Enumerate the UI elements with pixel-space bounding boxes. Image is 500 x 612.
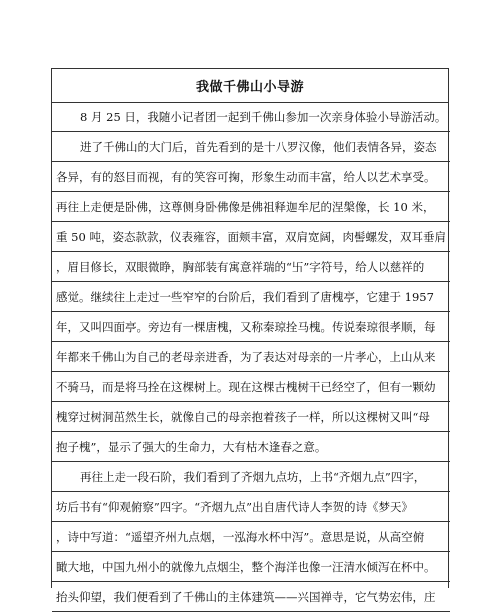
essay-line: 抱子槐”，显示了强大的生命力，大有枯木逢春之意。 bbox=[52, 432, 450, 462]
essay-line: 不骑马，而是将马拴在这棵树上。现在这棵古槐树干已经空了，但有一颗幼 bbox=[52, 372, 450, 402]
essay-line: ，眉目修长，双眼微睁，胸部装有寓意祥瑞的“卐”字符号，给人以慈祥的 bbox=[52, 252, 450, 282]
essay-line: 年，又叫四面亭。旁边有一棵唐槐，又称秦琼拴马槐。传说秦琼很孝顺，每 bbox=[52, 312, 450, 342]
essay-line: 年都来千佛山为自己的老母亲进香，为了表达对母亲的一片孝心，上山从来 bbox=[52, 342, 450, 372]
essay-line: ，诗中写道：“遥望齐州九点烟，一泓海水杯中泻”。意思是说，从高空俯 bbox=[52, 522, 450, 552]
essay-line: 各异，有的怒目而视，有的笑容可掬，形象生动而丰富，给人以艺术享受。 bbox=[52, 162, 450, 192]
essay-line: 抬头仰望，我们便看到了千佛山的主体建筑——兴国禅寺，它气势宏伟，庄 bbox=[52, 582, 450, 612]
essay-line: 重 50 吨，姿态款款，仪表雍容，面颊丰富，双肩宽阔，肉髻螺发，双耳垂肩 bbox=[52, 222, 450, 252]
essay-line: 再往上走一段石阶，我们看到了齐烟九点坊，上书“齐烟九点”四字， bbox=[52, 462, 450, 492]
essay-line: 进了千佛山的大门后，首先看到的是十八罗汉像，他们表情各异，姿态 bbox=[52, 132, 450, 162]
essay-line: 8 月 25 日，我随小记者团一起到千佛山参加一次亲身体验小导游活动。 bbox=[52, 102, 450, 132]
essay-grid bbox=[51, 68, 449, 604]
essay-line: 坊后书有“仰观俯察”四字。“齐烟九点”出自唐代诗人李贺的诗《梦天》 bbox=[52, 492, 450, 522]
essay-line: 槐穿过树洞茁然生长，就像自己的母亲抱着孩子一样，所以这棵树又叫“母 bbox=[52, 402, 450, 432]
essay-line: 瞰大地，中国九州小的就像九点烟尘，整个海洋也像一汪清水倾泻在杯中。 bbox=[52, 552, 450, 582]
essay-line: 再往上走便是卧佛，这尊侧身卧佛像是佛祖释迦牟尼的涅槃像，长 10 米， bbox=[52, 192, 450, 222]
essay-title: 我做千佛山小导游 bbox=[195, 80, 304, 95]
essay-line: 感觉。继续往上走过一些窄窄的台阶后，我们看到了唐槐亭，它建于 1957 bbox=[52, 282, 450, 312]
title-row bbox=[52, 69, 448, 103]
